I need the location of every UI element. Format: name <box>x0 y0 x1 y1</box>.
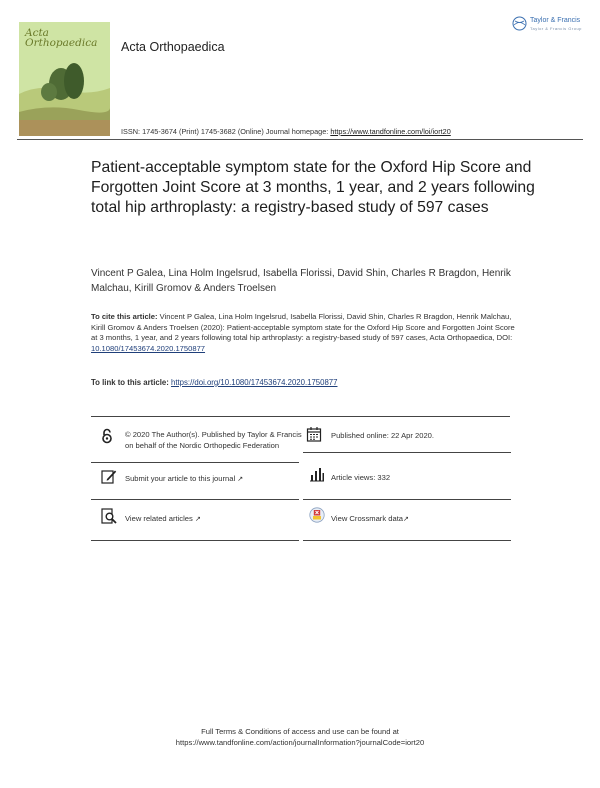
article-authors: Vincent P Galea, Lina Holm Ingelsrud, Isabella Florissi, David Shin, Charles R Bragdon, Henrik Malchau, Kirill Gromov & Anders Troelsen <box>91 268 511 294</box>
journal-name[interactable]: Acta Orthopaedica <box>121 40 225 54</box>
issn-text: ISSN: 1745-3674 (Print) 1745-3682 (Online) Journal homepage: <box>121 127 331 136</box>
footer <box>0 726 600 748</box>
citation-text: Vincent P Galea, Lina Holm Ingelsrud, Isabella Florissi, David Shin, Charles R Bragdon, Henrik Malchau, Kirill Gromov & Anders Troelsen (2020): Patient-acceptable symptom state for the Oxford Hip Score and Forgotten Joint Score at 3 months, 1 year, and 2 years following total hip arthroplasty: a registry-based study of 597 cases, Acta Orthopaedica, DOI: <box>91 312 515 343</box>
article-doi-link[interactable]: https://doi.org/10.1080/17453674.2020.1750877 <box>171 378 338 387</box>
footer-terms-link[interactable]: https://www.tandfonline.com/action/journalInformation?journalCode=iort20 <box>175 738 425 747</box>
crossmark-icon <box>309 507 325 523</box>
bar-chart-icon <box>309 466 325 482</box>
crossmark-label: View Crossmark data <box>331 514 404 523</box>
cover-title-line2: Orthopaedica <box>25 37 98 49</box>
metadata-divider <box>91 416 510 417</box>
submit-article-link[interactable] <box>125 474 305 486</box>
row-divider <box>303 499 511 500</box>
related-articles-link[interactable] <box>125 514 305 526</box>
journal-homepage-link[interactable]: https://www.tandfonline.com/loi/iort20 <box>330 127 451 136</box>
related-articles-label: View related articles <box>125 514 193 523</box>
edit-icon <box>101 468 117 484</box>
publisher-logo-text: Taylor & Francis <box>530 17 581 24</box>
license-text: © 2020 The Author(s). Published by Taylor & Francis on behalf of the Nordic Orthopedic Federation <box>125 430 302 450</box>
row-divider <box>91 462 299 463</box>
citation-block <box>91 312 517 354</box>
row-divider <box>303 540 511 541</box>
landscape-painting-icon <box>19 54 110 136</box>
journal-cover-image <box>19 22 110 136</box>
globe-icon <box>512 16 527 31</box>
cover-title-line1: Acta <box>25 27 49 39</box>
link-block <box>91 378 511 387</box>
calendar-icon <box>306 426 322 442</box>
row-divider <box>91 540 299 541</box>
article-title: Patient-acceptable symptom state for the Oxford Hip Score and Forgotten Joint Score at 3 months, 1 year, and 2 years following total hip arthroplasty: a registry-based study of 597 cases <box>91 159 535 216</box>
row-divider <box>91 499 299 500</box>
published-date: Published online: 22 Apr 2020. <box>331 431 435 440</box>
external-link-icon: ↗ <box>237 476 244 483</box>
footer-terms-text: Full Terms & Conditions of access and use can be found at <box>201 727 399 736</box>
search-document-icon <box>101 508 117 524</box>
external-link-icon: ↗ <box>403 516 409 523</box>
row-divider <box>303 452 511 453</box>
publisher-logo[interactable] <box>512 14 588 38</box>
external-link-icon: ↗ <box>194 516 201 523</box>
cover-title <box>25 28 97 48</box>
article-views: Article views: 332 <box>331 473 391 482</box>
publisher-logo-tagline: Taylor & Francis Group <box>530 26 582 31</box>
open-access-icon <box>99 428 115 444</box>
citation-doi-link[interactable]: 10.1080/17453674.2020.1750877 <box>91 343 206 353</box>
submit-article-label: Submit your article to this journal <box>125 474 236 483</box>
citation-label: To cite this article: <box>91 312 158 321</box>
link-label: To link to this article: <box>91 378 171 387</box>
crossmark-link[interactable] <box>331 514 511 526</box>
header-divider <box>17 139 583 140</box>
issn-line <box>121 127 451 136</box>
